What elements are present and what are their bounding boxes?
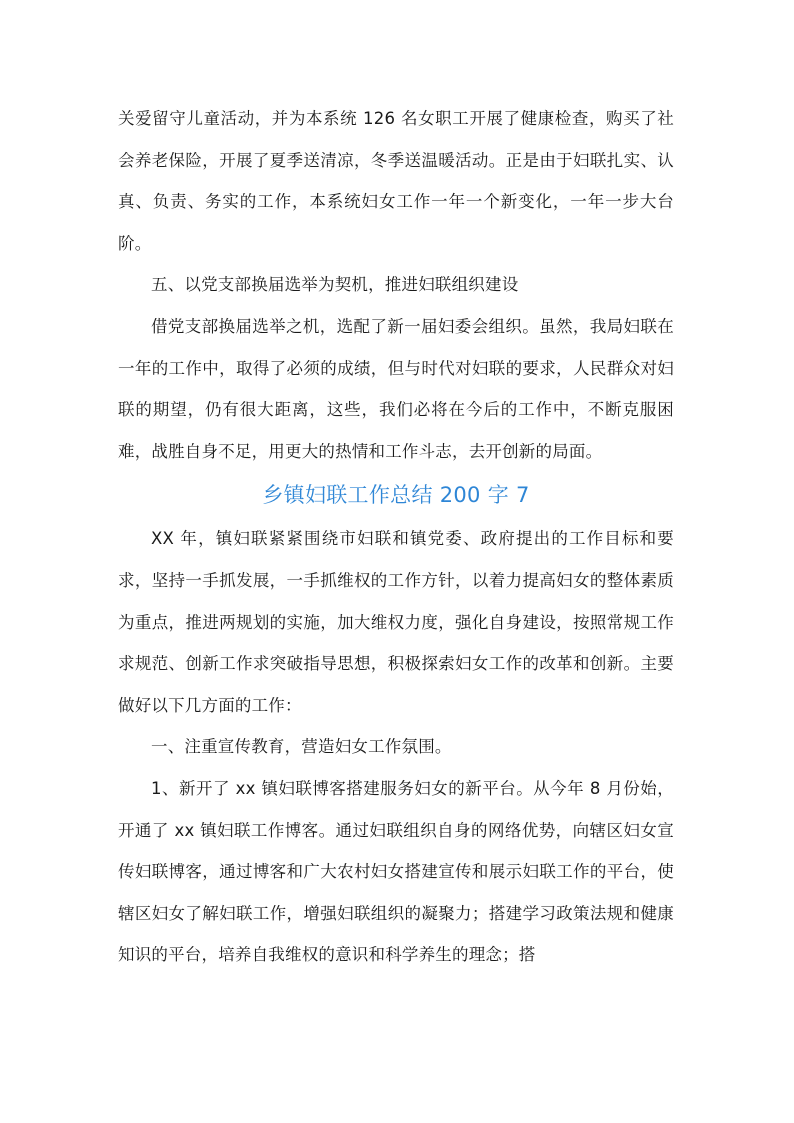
document-page <box>118 98 674 976</box>
continued-paragraph: 关爱留守儿童活动，并为本系统 126 名女职工开展了健康检查，购买了社会养老保险，开展了夏季送清凉，冬季送温暖活动。正是由于妇联扎实、认真、负责、务实的工作，本系统妇女工作一年一个新变化，一年一步大台阶。 <box>118 109 674 253</box>
section-one-title: 一、注重宣传教育，营造妇女工作氛围。 <box>151 737 452 757</box>
section-five-body: 借党支部换届选举之机，选配了新一届妇委会组织。虽然，我局妇联在一年的工作中，取得了必须的成绩，但与时代对妇联的要求，人民群众对妇联的期望，仍有很大距离，这些，我们必将在今后的工作中，不断克服困难，战胜自身不足，用更大的热情和工作斗志，去开创新的局面。 <box>118 316 674 461</box>
section-five-title: 五、以党支部换届选举为契机，推进妇联组织建设 <box>151 275 519 295</box>
intro-paragraph: XX 年，镇妇联紧紧围绕市妇联和镇党委、政府提出的工作目标和要求，坚持一手抓发展，一手抓维权的工作方针，以着力提高妇女的整体素质为重点，推进两规划的实施，加大维权力度，强化自身建设，按照常规工作求规范、创新工作求突破指导思想，积极探索妇女工作的改革和创新。主要做好以下几方面的工作： <box>118 529 674 715</box>
document-heading: 乡镇妇联工作总结 200 字 7 <box>262 483 530 508</box>
item-one-paragraph: 1、新开了 xx 镇妇联博客搭建服务妇女的新平台。从今年 8 月份始，开通了 xx 镇妇联工作博客。通过妇联组织自身的网络优势，向辖区妇女宣传妇联博客，通过博客和广大农村妇女搭建宣传和展示妇联工作的平台，使辖区妇女了解妇联工作，增强妇联组织的凝聚力；搭建学习政策法规和健康知识的平台，培养自我维权的意识和科学养生的理念；搭 <box>118 778 674 965</box>
